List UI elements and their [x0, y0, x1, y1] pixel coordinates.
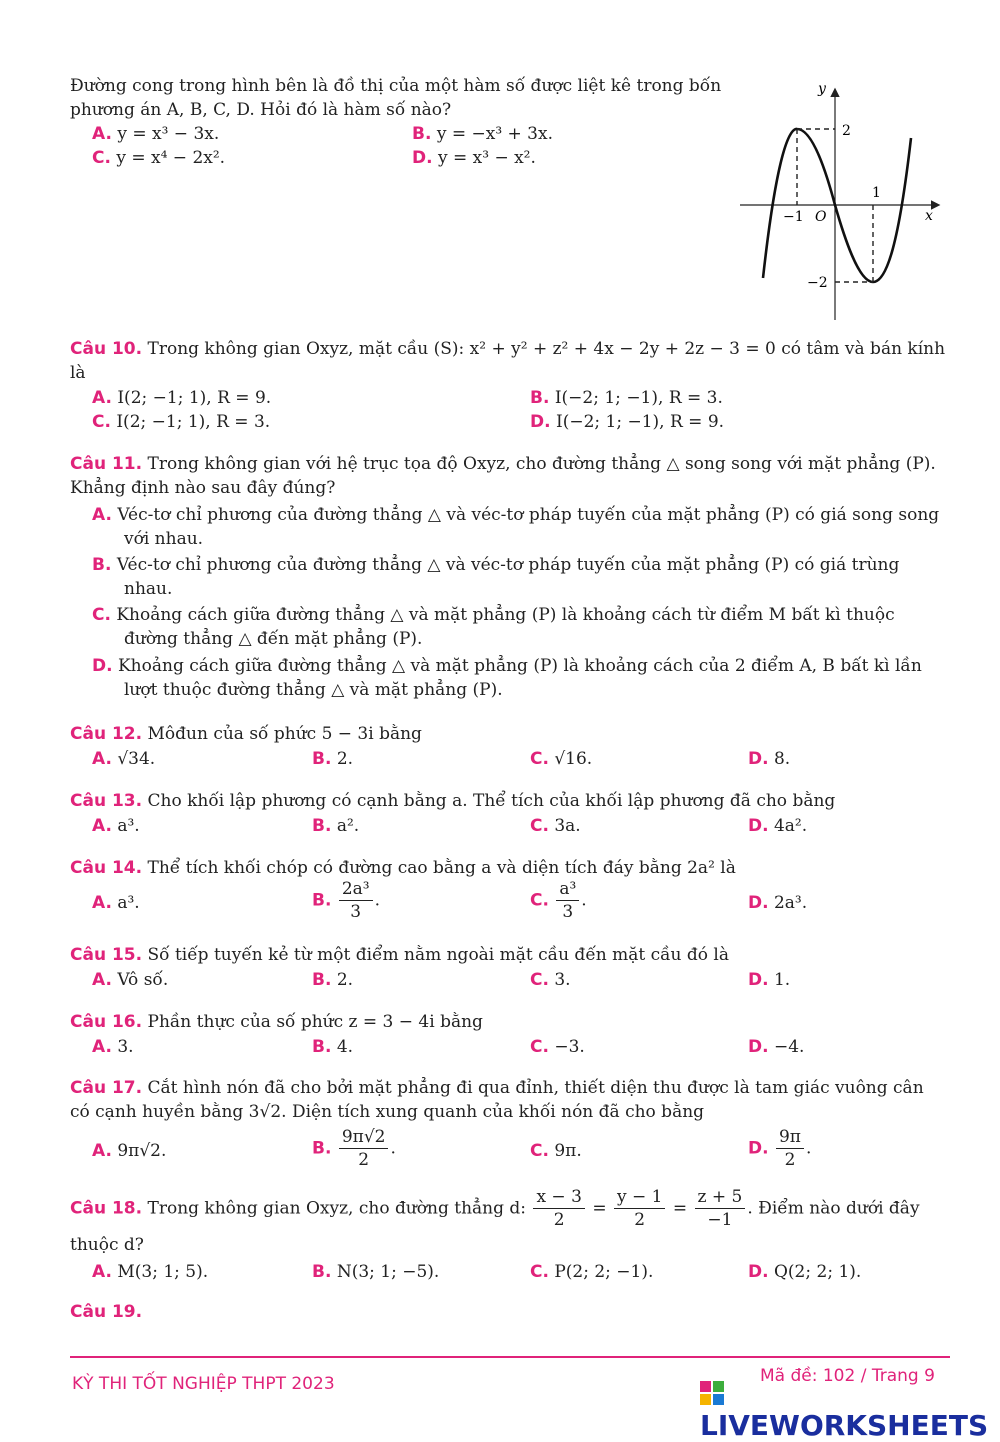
option-text: Véc-tơ chỉ phương của đường thẳng △ và véc-tơ pháp tuyến của mặt phẳng (P) có giá song song — [117, 505, 940, 525]
q17-option-b[interactable] — [312, 1126, 396, 1171]
question-14-stem — [70, 856, 736, 880]
question-18-stem — [70, 1186, 920, 1231]
option-label: B. — [312, 1262, 332, 1282]
question-17-stem-2: có cạnh huyền bằng 3√2. Diện tích xung quanh của khối nón đã cho bằng — [70, 1102, 705, 1122]
option-label: A. — [92, 749, 112, 769]
option-text: Khoảng cách giữa đường thẳng △ và mặt phẳng (P) là khoảng cách của 2 điểm A, B bất kì lần — [117, 656, 922, 676]
tick-x-1: 1 — [872, 185, 881, 201]
equals-sign: = — [672, 1198, 688, 1219]
denominator: 2 — [784, 1150, 796, 1170]
tick-y-2: 2 — [842, 123, 851, 139]
question-12-stem — [70, 722, 422, 746]
option-text: y = −x³ + 3x. — [436, 124, 553, 144]
fraction-1 — [533, 1186, 584, 1231]
numerator: 9π√2 — [339, 1126, 389, 1149]
q11-option-b-cont: nhau. — [124, 579, 173, 599]
question-11-stem — [70, 452, 936, 476]
q17-option-a[interactable] — [92, 1139, 166, 1163]
option-label: D. — [412, 148, 433, 168]
question-17-stem — [70, 1076, 924, 1100]
question-text: Trong không gian với hệ trục tọa độ Oxyz, cho đường thẳng △ song song với mặt phẳng (P). — [147, 454, 936, 474]
denominator: 3 — [562, 902, 574, 922]
option-label: A. — [92, 816, 112, 836]
q11-option-a[interactable] — [92, 503, 939, 527]
q17-option-d[interactable] — [748, 1126, 811, 1171]
q18-option-b[interactable] — [312, 1260, 439, 1284]
question-11-stem-2: Khẳng định nào sau đây đúng? — [70, 478, 336, 498]
question-text: Số tiếp tuyến kẻ từ một điểm nằm ngoài mặt cầu đến mặt cầu đó là — [147, 945, 730, 965]
option-tail: . — [374, 890, 381, 911]
q13-option-b[interactable] — [312, 814, 359, 838]
q11-option-a-cont: với nhau. — [124, 529, 204, 549]
q18-option-c[interactable] — [530, 1260, 653, 1284]
option-text: I(2; −1; 1), R = 9. — [117, 388, 272, 408]
equals-sign: = — [592, 1198, 607, 1219]
option-label: C. — [92, 412, 111, 432]
option-label: B. — [412, 124, 432, 144]
option-text: M(3; 1; 5). — [117, 1262, 209, 1282]
option-label: D. — [748, 1037, 769, 1057]
fraction — [776, 1126, 804, 1171]
intro-line-2: phương án A, B, C, D. Hỏi đó là hàm số nào? — [70, 100, 452, 120]
option-label: B. — [92, 555, 112, 575]
origin-label: O — [815, 209, 827, 225]
fraction — [339, 878, 373, 923]
q11-option-d-cont: lượt thuộc đường thẳng △ và mặt phẳng (P). — [124, 680, 503, 700]
q14-option-b[interactable] — [312, 878, 380, 923]
intro-option-d[interactable] — [412, 146, 536, 170]
liveworksheets-logo[interactable] — [700, 1376, 1000, 1442]
option-label: C. — [530, 970, 549, 990]
option-text: N(3; 1; −5). — [336, 1262, 440, 1282]
question-15-stem — [70, 943, 729, 967]
numerator: y − 1 — [614, 1186, 665, 1209]
q11-option-d[interactable] — [92, 654, 922, 678]
q18-option-d[interactable] — [748, 1260, 861, 1284]
question-label: Câu 10. — [70, 339, 143, 359]
q16-option-d[interactable] — [748, 1035, 804, 1059]
question-16-stem — [70, 1010, 483, 1034]
option-text: y = x⁴ − 2x². — [116, 148, 226, 168]
option-label: B. — [530, 388, 550, 408]
option-label: C. — [92, 605, 111, 625]
option-label: C. — [530, 816, 549, 836]
option-text: a³. — [117, 893, 140, 913]
q11-option-b[interactable] — [92, 553, 899, 577]
question-text: Cho khối lập phương có cạnh bằng a. Thể tích của khối lập phương đã cho bằng — [147, 791, 836, 811]
intro-option-a[interactable] — [92, 122, 219, 146]
question-label: Câu 15. — [70, 945, 143, 965]
option-label: C. — [530, 1141, 549, 1161]
footer-exam-title: KỲ THI TỐT NGHIỆP THPT 2023 — [72, 1374, 335, 1394]
option-text: 2. — [336, 749, 354, 769]
option-text: Véc-tơ chỉ phương của đường thẳng △ và véc-tơ pháp tuyến của mặt phẳng (P) có giá trùng — [116, 555, 900, 575]
brand-text: LIVEWORKSHEETS — [700, 1409, 989, 1442]
q14-option-a[interactable] — [92, 891, 140, 915]
q18-option-a[interactable] — [92, 1260, 208, 1284]
q17-option-c[interactable] — [530, 1139, 582, 1163]
option-label: D. — [748, 893, 769, 913]
option-label: D. — [748, 749, 769, 769]
question-label: Câu 14. — [70, 858, 143, 878]
q10-option-d[interactable] — [530, 410, 724, 434]
option-text: 1. — [773, 970, 791, 990]
option-label: A. — [92, 388, 112, 408]
option-text: −4. — [773, 1037, 805, 1057]
q14-option-d[interactable] — [748, 891, 807, 915]
q11-option-c[interactable] — [92, 603, 895, 627]
q13-option-d[interactable] — [748, 814, 807, 838]
question-text: Phần thực của số phức z = 3 − 4i bằng — [147, 1012, 483, 1032]
option-tail: . — [390, 1138, 396, 1159]
option-label: A. — [92, 970, 112, 990]
option-label: C. — [92, 148, 111, 168]
option-text: 8. — [773, 749, 791, 769]
q12-option-a[interactable] — [92, 747, 155, 771]
question-10-stem — [70, 337, 945, 361]
question-text: Cắt hình nón đã cho bởi mặt phẳng đi qua đỉnh, thiết diện thu được là tam giác vuông cân — [147, 1078, 924, 1098]
q12-option-b[interactable] — [312, 747, 353, 771]
question-label: Câu 17. — [70, 1078, 143, 1098]
option-label: C. — [530, 1037, 549, 1057]
question-label: Câu 18. — [70, 1198, 143, 1219]
fraction — [339, 1126, 389, 1171]
q13-option-c[interactable] — [530, 814, 581, 838]
question-text: Môđun của số phức 5 − 3i bằng — [147, 724, 422, 744]
option-label: A. — [92, 893, 112, 913]
option-label: C. — [530, 1262, 549, 1282]
option-text: 3. — [117, 1037, 134, 1057]
option-label: D. — [748, 1262, 769, 1282]
numerator: a³ — [556, 878, 579, 901]
question-label: Câu 19. — [70, 1302, 143, 1322]
q10-option-a[interactable] — [92, 386, 271, 410]
denominator: 3 — [350, 902, 362, 922]
denominator: 2 — [634, 1210, 646, 1230]
option-label: B. — [312, 970, 332, 990]
q12-option-c[interactable] — [530, 747, 592, 771]
option-label: D. — [748, 970, 769, 990]
q16-option-b[interactable] — [312, 1035, 353, 1059]
option-text: 2. — [336, 970, 354, 990]
option-label: A. — [92, 124, 112, 144]
fraction-3 — [695, 1186, 746, 1231]
numerator: 2a³ — [339, 878, 373, 901]
q14-option-c[interactable] — [530, 878, 587, 923]
option-text: P(2; 2; −1). — [554, 1262, 654, 1282]
q13-option-a[interactable] — [92, 814, 140, 838]
question-label: Câu 12. — [70, 724, 143, 744]
y-axis-label: y — [818, 81, 826, 97]
option-label: D. — [530, 412, 551, 432]
q11-option-c-cont: đường thẳng △ đến mặt phẳng (P). — [124, 629, 423, 649]
option-tail: . — [581, 890, 587, 911]
option-text: Vô số. — [117, 970, 169, 990]
option-label: C. — [530, 890, 549, 911]
q10-option-c[interactable] — [92, 410, 270, 434]
question-label: Câu 11. — [70, 454, 143, 474]
x-axis-label: x — [925, 208, 933, 224]
option-label: D. — [748, 816, 769, 836]
denominator: 2 — [358, 1150, 370, 1170]
denominator: 2 — [553, 1210, 565, 1230]
option-text: 4a². — [773, 816, 808, 836]
option-text: 3. — [554, 970, 571, 990]
tick-x-neg1: −1 — [783, 209, 804, 225]
question-label: Câu 16. — [70, 1012, 143, 1032]
option-label: C. — [530, 749, 549, 769]
question-text: Thể tích khối chóp có đường cao bằng a và diện tích đáy bằng 2a² là — [147, 858, 736, 878]
option-text: 2a³. — [773, 893, 808, 913]
option-label: B. — [312, 1037, 332, 1057]
question-text: Trong không gian Oxyz, cho đường thẳng d: — [147, 1198, 527, 1219]
fraction — [556, 878, 579, 923]
option-text: −3. — [554, 1037, 585, 1057]
question-18-stem-2: thuộc d? — [70, 1235, 144, 1255]
q15-option-a[interactable] — [92, 968, 168, 992]
option-text: a². — [336, 816, 360, 836]
option-text: Khoảng cách giữa đường thẳng △ và mặt phẳng (P) là khoảng cách từ điểm M bất kì thuộc — [116, 605, 895, 625]
denominator: −1 — [707, 1210, 733, 1230]
intro-option-c[interactable] — [92, 146, 225, 170]
numerator: x − 3 — [533, 1186, 584, 1209]
option-text: a³. — [117, 816, 140, 836]
fraction-2 — [614, 1186, 665, 1231]
option-label: A. — [92, 1037, 112, 1057]
q10-option-b[interactable] — [530, 386, 723, 410]
q12-option-d[interactable] — [748, 747, 790, 771]
q15-option-b[interactable] — [312, 968, 353, 992]
option-label: B. — [312, 890, 332, 911]
numerator: 9π — [776, 1126, 804, 1149]
question-13-stem — [70, 789, 835, 813]
question-19-stem — [70, 1300, 142, 1324]
question-text: Trong không gian Oxyz, mặt cầu (S): x² + y² + z² + 4x − 2y + 2z − 3 = 0 có tâm và bán kính — [147, 339, 946, 359]
footer-page-code: Mã đề: 102 / Trang 9 — [760, 1366, 935, 1386]
question-text-tail: . Điểm nào dưới đây — [747, 1198, 920, 1219]
intro-option-b[interactable] — [412, 122, 553, 146]
option-label: A. — [92, 505, 112, 525]
option-text: √16. — [554, 749, 593, 769]
numerator: z + 5 — [695, 1186, 746, 1209]
option-label: A. — [92, 1262, 112, 1282]
q15-option-c[interactable] — [530, 968, 571, 992]
option-text: Q(2; 2; 1). — [773, 1262, 862, 1282]
option-text: 9π√2. — [117, 1141, 167, 1161]
question-10-stem-2: là — [70, 363, 86, 383]
option-text: 3a. — [554, 816, 581, 836]
option-text: I(−2; 1; −1), R = 9. — [555, 412, 725, 432]
liveworksheets-icon — [700, 1381, 724, 1405]
option-text: y = x³ − x². — [437, 148, 536, 168]
option-text: I(−2; 1; −1), R = 3. — [554, 388, 723, 408]
option-text: 9π. — [554, 1141, 582, 1161]
intro-line-1: Đường cong trong hình bên là đồ thị của một hàm số được liệt kê trong bốn — [70, 76, 722, 96]
q15-option-d[interactable] — [748, 968, 790, 992]
tick-y-neg2: −2 — [807, 275, 828, 291]
option-label: D. — [748, 1138, 769, 1159]
option-text: I(2; −1; 1), R = 3. — [116, 412, 271, 432]
cubic-graph — [735, 80, 945, 325]
option-label: D. — [92, 656, 113, 676]
option-tail: . — [805, 1138, 812, 1159]
option-label: B. — [312, 749, 332, 769]
footer-rule — [70, 1356, 950, 1358]
q16-option-a[interactable] — [92, 1035, 134, 1059]
q16-option-c[interactable] — [530, 1035, 585, 1059]
option-text: y = x³ − 3x. — [117, 124, 220, 144]
option-text: √34. — [117, 749, 156, 769]
option-label: A. — [92, 1141, 112, 1161]
option-label: B. — [312, 1138, 332, 1159]
option-label: B. — [312, 816, 332, 836]
question-label: Câu 13. — [70, 791, 143, 811]
option-text: 4. — [336, 1037, 354, 1057]
